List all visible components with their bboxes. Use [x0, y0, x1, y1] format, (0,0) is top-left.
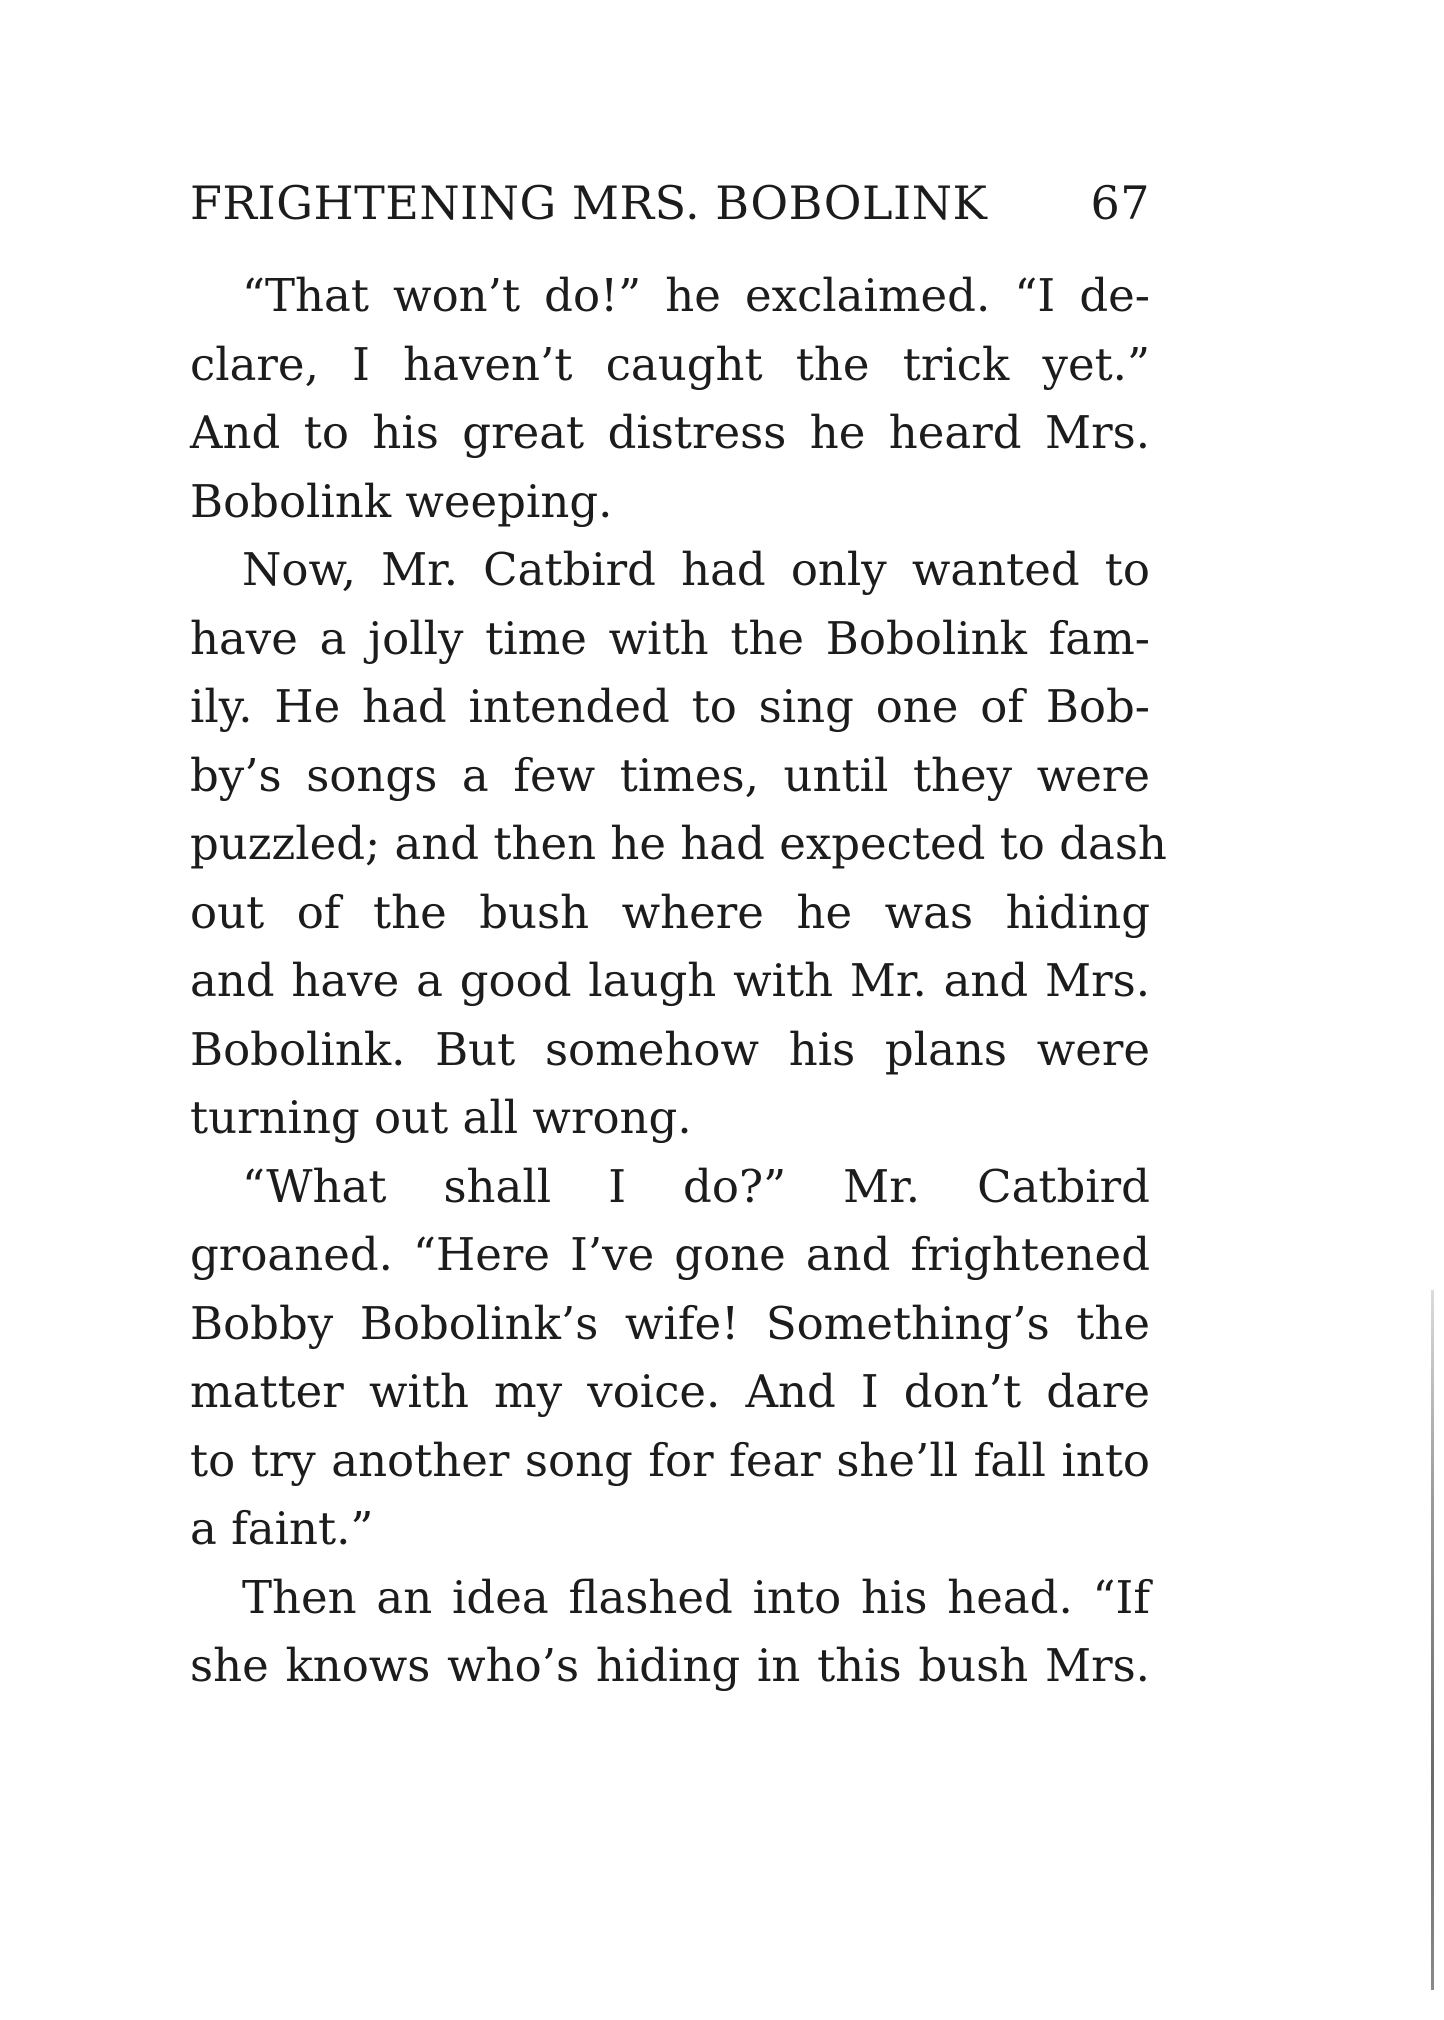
text-line: groaned. “Here I’ve gone and frightened [190, 1228, 1150, 1281]
text-line: and have a good laugh with Mr. and Mrs. [190, 954, 1150, 1007]
text-line: Now, Mr. Catbird had only wanted to [242, 543, 1150, 596]
page-number: 67 [1090, 176, 1150, 230]
paragraph [190, 1564, 1150, 1701]
text-line: “That won’t do!” he exclaimed. “I de- [242, 269, 1150, 322]
text-line: Then an idea flashed into his head. “If [242, 1570, 1150, 1624]
text-line: a faint.” [190, 1502, 374, 1555]
text-line: puzzled; and then he had expected to dash [190, 817, 1167, 870]
running-head [190, 176, 1150, 230]
paragraph [190, 536, 1167, 1153]
text-line: Bobby Bobolink’s wife! Something’s the [190, 1296, 1150, 1350]
text-line: to try another song for fear she’ll fall into [190, 1433, 1150, 1487]
body-text [190, 262, 1167, 1701]
text-line: clare, I haven’t caught the trick yet.” [190, 337, 1150, 391]
text-line: “What shall I do?” Mr. Catbird [242, 1159, 1150, 1213]
running-title: FRIGHTENING MRS. BOBOLINK [190, 176, 988, 230]
text-line: out of the bush where he was hiding [190, 885, 1150, 939]
page-edge-shadow [1431, 1290, 1434, 1990]
text-line: And to his great distress he heard Mrs. [190, 406, 1150, 459]
text-line: have a jolly time with the Bobolink fam- [190, 611, 1150, 665]
text-line: Bobolink. But somehow his plans were [190, 1022, 1150, 1076]
text-line: Bobolink weeping. [190, 474, 613, 528]
text-line: by’s songs a few times, until they were [190, 748, 1150, 802]
paragraph [190, 262, 1150, 536]
text-line: matter with my voice. And I don’t dare [190, 1365, 1150, 1418]
paragraph [190, 1153, 1150, 1564]
text-line: ily. He had intended to sing one of Bob- [190, 680, 1150, 733]
text-line: turning out all wrong. [190, 1091, 692, 1144]
text-line: she knows who’s hiding in this bush Mrs. [190, 1639, 1150, 1692]
